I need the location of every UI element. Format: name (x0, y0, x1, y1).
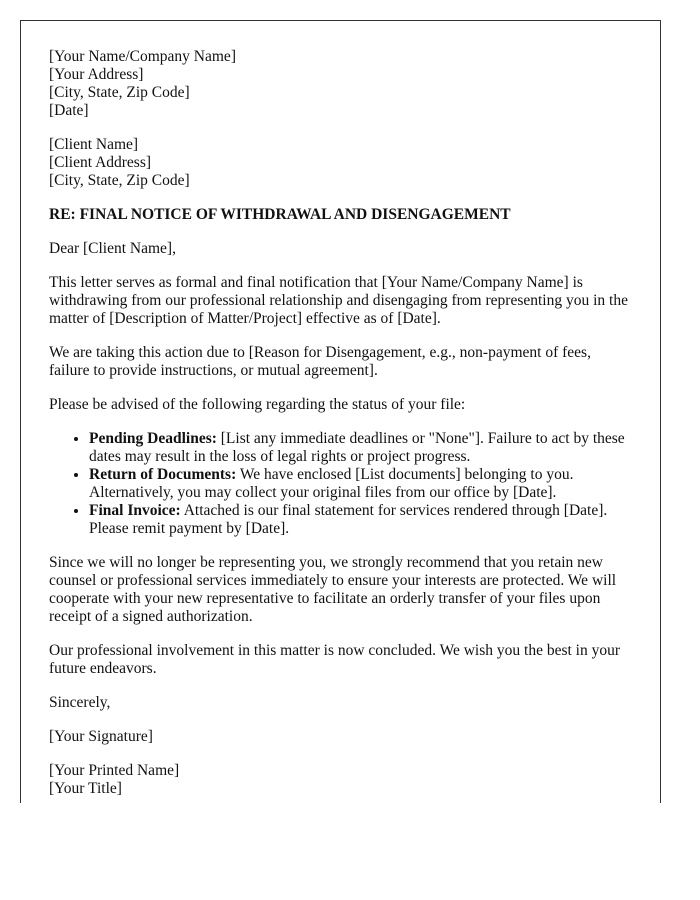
status-list (49, 430, 632, 538)
sender-street: [Your Address] (49, 66, 144, 83)
sender-address (49, 48, 632, 120)
signer-title: [Your Title] (49, 780, 122, 797)
list-item (89, 466, 632, 502)
body-paragraph: Our professional involvement in this matter is now concluded. We wish you the best in your future endeavors. (49, 642, 621, 677)
letter-page (20, 20, 661, 803)
letter-date: [Date] (49, 102, 89, 119)
list-item-text: We have enclosed [List documents] belonging to you. Alternatively, you may collect your original files from our office by [Date]. (89, 466, 574, 501)
salutation: Dear [Client Name], (49, 240, 176, 257)
list-item-text: [List any immediate deadlines or "None"]. Failure to act by these dates may result in the loss of legal rights or project progress. (89, 430, 625, 465)
sender-city: [City, State, Zip Code] (49, 84, 190, 101)
signoff: Sincerely, (49, 694, 111, 711)
body-paragraph: This letter serves as formal and final notification that [Your Name/Company Name] is withdrawing from our professional relationship and disengaging from representing you in the matter of [Description of Matter/Project] effective as of [Date]. (49, 274, 628, 327)
signature: [Your Signature] (49, 728, 153, 745)
printed-name: [Your Printed Name] (49, 762, 180, 779)
recipient-address (49, 136, 632, 190)
sender-name: [Your Name/Company Name] (49, 48, 236, 65)
list-item (89, 502, 632, 538)
list-item-text: Attached is our final statement for services rendered through [Date]. Please remit payment by [Date]. (89, 502, 608, 537)
body-paragraph: Since we will no longer be representing you, we strongly recommend that you retain new counsel or professional services immediately to ensure your interests are protected. We will cooperate with your new representative to facilitate an orderly transfer of your files upon receipt of a signed authorization. (49, 554, 617, 625)
list-item-label: Return of Documents: (89, 466, 237, 483)
list-item (89, 430, 632, 466)
list-item-label: Final Invoice: (89, 502, 181, 519)
body-paragraph: Please be advised of the following regarding the status of your file: (49, 396, 466, 413)
recipient-city: [City, State, Zip Code] (49, 172, 190, 189)
recipient-street: [Client Address] (49, 154, 152, 171)
signer-block (49, 762, 632, 798)
recipient-name: [Client Name] (49, 136, 139, 153)
subject-line: RE: FINAL NOTICE OF WITHDRAWAL AND DISENGAGEMENT (49, 206, 511, 223)
body-paragraph: We are taking this action due to [Reason for Disengagement, e.g., non-payment of fees, failure to provide instructions, or mutual agreement]. (49, 344, 591, 379)
list-item-label: Pending Deadlines: (89, 430, 217, 447)
